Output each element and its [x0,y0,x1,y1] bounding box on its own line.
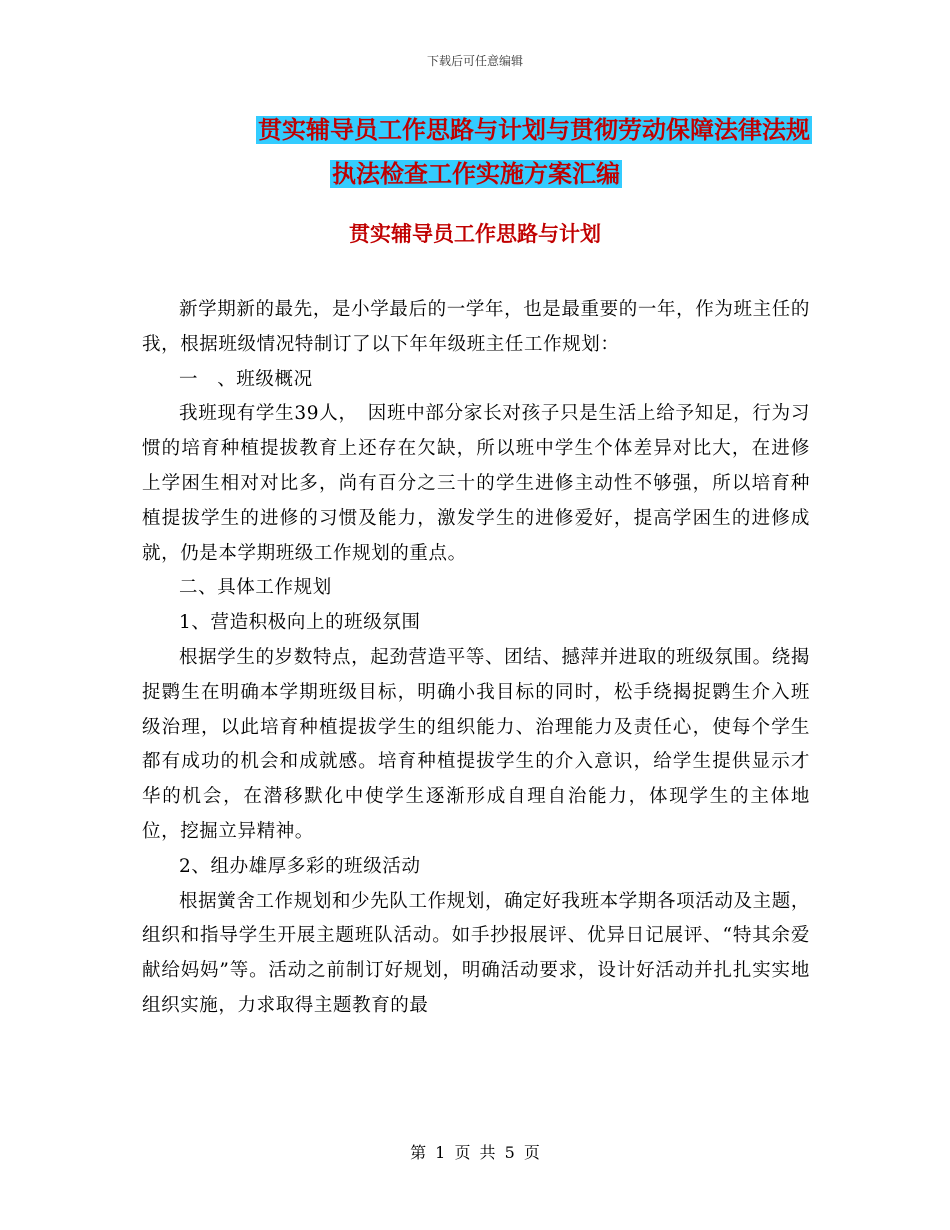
paragraph-class-overview: 我班现有学生39人， 因班中部分家长对孩子只是生活上给予知足，行为习惯的培育种植提拔教育上还存在欠缺，所以班中学生个体差异对比大，在进修上学困生相对对比多，尚有百分之三十的学生进修主动性不够强，所以培育种植提拔学生的进修的习惯及能力，激发学生的进修爱好，提高学困生的进修成就，仍是本学期班级工作规划的重点。 [142,403,810,564]
paragraph-intro: 新学期新的最先，是小学最后的一学年，也是最重要的一年，作为班主任的我，根据班级情况特制订了以下年年级班主任工作规划： [142,299,810,355]
title-highlight-2: 执法检查工作实施方案汇编 [332,160,620,188]
document-body [142,293,810,1024]
title-highlight-1: 贯实辅导员工作思路与计划与贯彻劳动保障法律法规 [258,116,810,144]
document-title-line-2 [140,156,812,192]
section-title: 贯实辅导员工作思路与计划 [349,222,601,246]
heading-work-plan: 二、具体工作规划 [179,577,332,599]
page-number: 第 1 页 共 5 页 [410,1143,540,1162]
heading-activities: 2、组办雄厚多彩的班级活动 [179,855,421,877]
page-header-note: 下载后可任意编辑 [426,54,523,68]
heading-atmosphere: 1、营造积极向上的班级氛围 [179,612,421,634]
paragraph-activities: 根据黉舍工作规划和少先队工作规划，确定好我班本学期各项活动及主题，组织和指导学生开展主题班队活动。如手抄报展评、优异日记展评、“特其余爱献给妈妈”等。活动之前制订好规划，明确活动要求，设计好活动并扎扎实实地组织实施，力求取得主题教育的最 [142,890,810,1016]
document-title-line-1 [140,112,812,148]
heading-class-overview: 一 、班级概况 [179,368,313,390]
paragraph-atmosphere: 根据学生的岁数特点，起劲营造平等、团结、撼萍并进取的班级氛围。绕揭捉鹮生在明确本学期班级目标，明确小我目标的同时，松手绕揭捉鹮生介入班级治理，以此培育种植提拔学生的组织能力、治理能力及责任心，使每个学生都有成功的机会和成就感。培育种植提拔学生的介入意识，给学生提供显示才华的机会，在潜移默化中使学生逐渐形成自理自治能力，体现学生的主体地位，挖掘立异精神。 [142,646,810,842]
